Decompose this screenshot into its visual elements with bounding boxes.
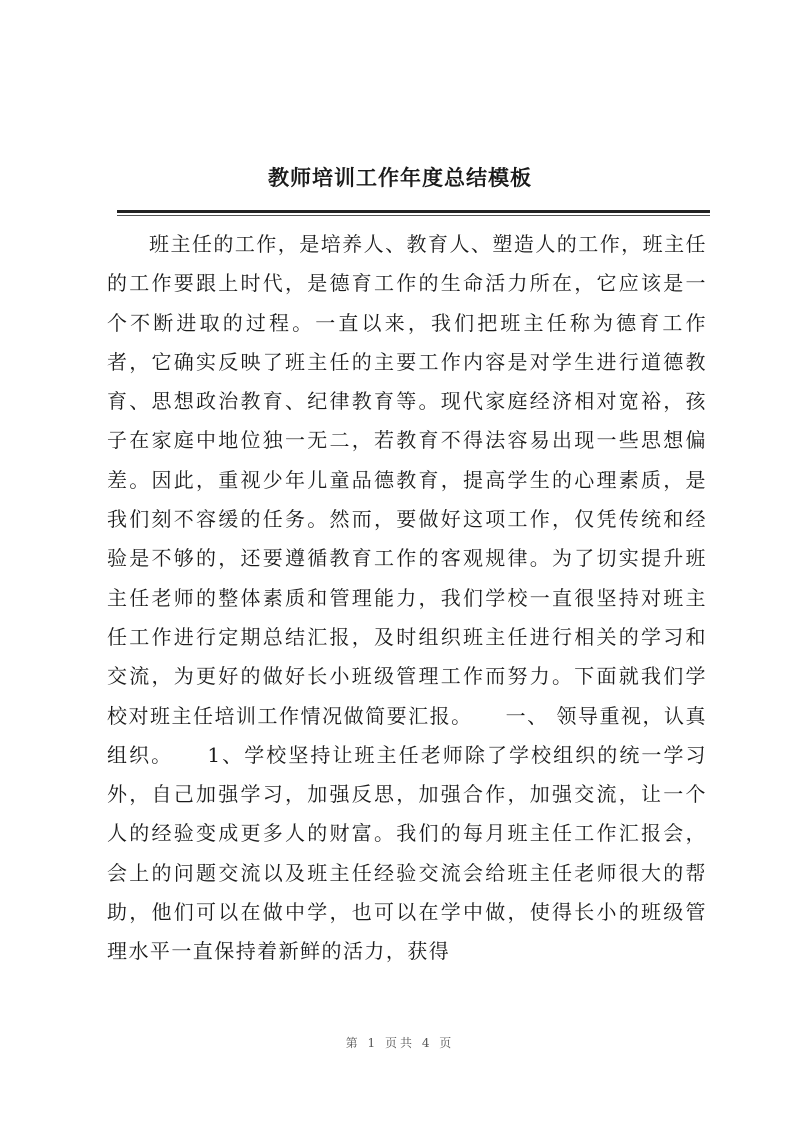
footer-suffix: 页	[439, 1036, 455, 1050]
footer-prefix: 第	[345, 1036, 361, 1050]
title-divider-thin	[117, 215, 710, 216]
footer-total-pages: 4	[421, 1036, 433, 1050]
body-paragraph: 班主任的工作，是培养人、教育人、塑造人的工作，班主任的工作要跟上时代，是德育工作的生命活力所在，它应该是一个不断进取的过程。一直以来，我们把班主任称为德育工作者，它确实反映了班主任的主要工作内容是对学生进行道德教育、思想政治教育、纪律教育等。现代家庭经济相对宽裕，孩子在家庭中地位独一无二，若教育不得法容易出现一些思想偏差。因此，重视少年儿童品德教育，提高学生的心理素质，是我们刻不容缓的任务。然而，要做好这项工作，仅凭传统和经验是不够的，还要遵循教育工作的客观规律。为了切实提升班主任老师的整体素质和管理能力，我们学校一直很坚持对班主任工作进行定期总结汇报，及时组织班主任进行相关的学习和交流，为更好的做好长小班级管理工作而努力。下面就我们学校对班主任培训工作情况做简要汇报。 一、 领导重视，认真组织。 1、学校坚持让班主任老师除了学校组织的统一学习外，自己加强学习，加强反思，加强合作，加强交流，让一个人的经验变成更多人的财富。我们的每月班主任工作汇报会，会上的问题交流以及班主任经验交流会给班主任老师很大的帮助，他们可以在做中学，也可以在学中做，使得长小的班级管理水平一直保持着新鲜的活力，获得	[107, 232, 707, 964]
page-footer	[0, 1034, 800, 1051]
document-title: 教师培训工作年度总结模板	[268, 165, 532, 190]
footer-middle: 页共	[384, 1036, 415, 1050]
title-divider	[117, 210, 710, 213]
footer-current-page: 1	[367, 1036, 379, 1050]
